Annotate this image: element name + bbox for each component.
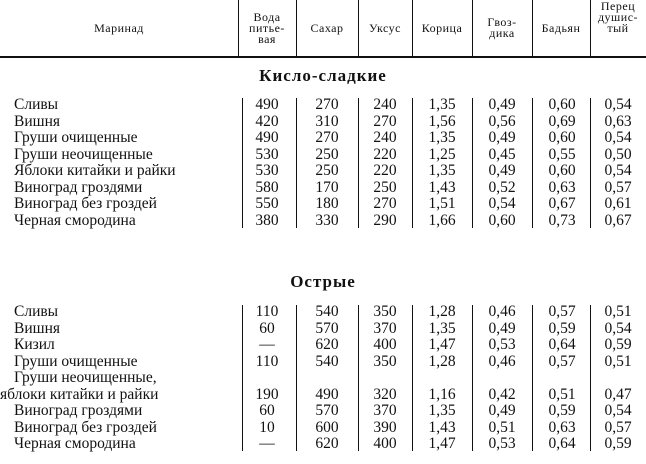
cell-anise: 0,67: [548, 195, 576, 212]
cell-cloves: 0,49: [488, 129, 516, 146]
table-row: [0, 386, 646, 404]
row-name: Виноград гроздями: [14, 178, 143, 196]
table-row: [0, 320, 646, 338]
cell-water: 530: [255, 162, 279, 179]
table-row: [0, 369, 646, 387]
row-name: Вишня: [14, 112, 60, 130]
cell-pepper: 0,51: [604, 303, 632, 320]
cell-sugar: 600: [315, 418, 339, 436]
cell-cinnamon: 1,35: [428, 402, 456, 419]
cell-anise: 0,60: [548, 96, 576, 113]
cell-anise: 0,63: [548, 178, 576, 196]
cell-cinnamon: 1,51: [428, 195, 456, 212]
cell-pepper: 0,57: [604, 178, 632, 196]
cell-vinegar: 270: [373, 195, 397, 212]
section-title-spicy: Острые: [290, 272, 356, 291]
cell-cloves: 0,49: [488, 319, 516, 337]
cell-sugar: 570: [315, 319, 339, 337]
table-row: [0, 402, 646, 420]
cell-cloves: 0,52: [488, 178, 516, 196]
cell-cloves: 0,49: [488, 96, 516, 113]
header-vinegar: Уксус: [369, 20, 401, 35]
cell-anise: [534, 369, 590, 387]
cell-pepper: 0,59: [604, 435, 632, 452]
cell-pepper: 0,63: [604, 112, 632, 130]
row-name: Сливы: [14, 96, 59, 113]
column-divider: [242, 98, 243, 228]
cell-vinegar: 250: [373, 178, 397, 196]
table-row: [0, 129, 646, 147]
cell-anise: 0,73: [548, 211, 576, 229]
row-name: Груши очищенные: [14, 352, 138, 370]
cell-anise: 0,59: [548, 319, 576, 337]
cell-pepper: 0,61: [604, 195, 632, 212]
cell-pepper: 0,54: [604, 129, 632, 146]
cell-cinnamon: 1,35: [428, 129, 456, 146]
cell-anise: 0,63: [548, 418, 576, 436]
row-name: яблоки китайки и райки: [0, 385, 159, 403]
cell-cinnamon: 1,43: [428, 418, 456, 436]
column-divider: [532, 305, 533, 451]
cell-water: 530: [255, 145, 279, 163]
cell-pepper: 0,57: [604, 418, 632, 436]
column-divider: [472, 98, 473, 228]
table-row: [0, 353, 646, 371]
cell-pepper: 0,54: [604, 319, 632, 337]
cell-anise: 0,59: [548, 402, 576, 419]
cell-vinegar: 400: [373, 435, 397, 452]
cell-vinegar: 270: [373, 112, 397, 130]
cell-cloves: 0,46: [488, 352, 516, 370]
cell-water: 420: [255, 112, 279, 130]
header-cloves: Гвоз- дика: [487, 15, 517, 40]
cell-sugar: 270: [315, 96, 339, 113]
cell-water: 190: [255, 385, 279, 403]
cell-pepper: 0,47: [604, 385, 632, 403]
table-row: [0, 96, 646, 114]
cell-vinegar: 400: [373, 336, 397, 353]
table-row: [0, 212, 646, 230]
row-name: Груши очищенные: [14, 129, 138, 146]
cell-cinnamon: 1,66: [428, 211, 456, 229]
cell-cinnamon: 1,47: [428, 336, 456, 353]
cell-cinnamon: 1,25: [428, 145, 456, 163]
cell-sugar: 330: [315, 211, 339, 229]
column-divider: [472, 305, 473, 451]
cell-cloves: 0,49: [488, 402, 516, 419]
cell-sugar: 490: [315, 385, 339, 403]
cell-sugar: 250: [315, 162, 339, 179]
row-name: Виноград без гроздей: [14, 418, 157, 436]
cell-water: 110: [255, 352, 279, 370]
cell-sugar: 540: [315, 303, 339, 320]
cell-vinegar: 320: [373, 385, 397, 403]
cell-water: 10: [259, 418, 275, 436]
cell-anise: 0,64: [548, 336, 576, 353]
cell-sugar: 250: [315, 145, 339, 163]
cell-cloves: 0,60: [488, 211, 516, 229]
row-name: Черная смородина: [14, 435, 136, 452]
cell-anise: 0,60: [548, 129, 576, 146]
cell-cloves: 0,53: [488, 435, 516, 452]
row-name: Виноград гроздями: [14, 402, 143, 419]
cell-cloves: 0,49: [488, 162, 516, 179]
cell-vinegar: [362, 369, 408, 387]
cell-cinnamon: 1,35: [428, 162, 456, 179]
header-water: Вода питье- вая: [249, 9, 285, 46]
cell-sugar: 620: [315, 336, 339, 353]
cell-cloves: 0,53: [488, 336, 516, 353]
cell-sugar: 310: [315, 112, 339, 130]
column-divider: [590, 305, 591, 451]
row-name: Яблоки китайки и райки: [14, 162, 176, 179]
cell-water: 60: [259, 402, 275, 419]
cell-pepper: 0,54: [604, 96, 632, 113]
row-name: Вишня: [14, 319, 60, 337]
cell-sugar: 570: [315, 402, 339, 419]
cell-vinegar: 350: [373, 303, 397, 320]
cell-cinnamon: 1,47: [428, 435, 456, 452]
cell-pepper: 0,54: [604, 402, 632, 419]
table-row: [0, 336, 646, 354]
cell-water: 550: [255, 195, 279, 212]
row-name: Груши неочищенные,: [14, 369, 157, 386]
cell-pepper: 0,59: [604, 336, 632, 353]
column-divider: [590, 98, 591, 228]
column-divider: [358, 305, 359, 451]
header-allspice: Перец душис- тый: [597, 0, 639, 35]
column-divider: [242, 305, 243, 451]
table-row: [0, 419, 646, 437]
cell-pepper: 0,51: [604, 352, 632, 370]
row-name: Груши неочищенные: [14, 145, 153, 163]
row-name: Виноград без гроздей: [14, 195, 157, 212]
column-divider: [412, 98, 413, 228]
cell-water: 490: [255, 129, 279, 146]
cell-vinegar: 240: [373, 96, 397, 113]
cell-anise: 0,55: [548, 145, 576, 163]
cell-cloves: 0,46: [488, 303, 516, 320]
header-cinnamon: Корица: [421, 20, 463, 35]
header-marinade: Маринад: [94, 20, 144, 35]
table-row: [0, 146, 646, 164]
table-row: [0, 179, 646, 197]
column-divider: [296, 98, 297, 228]
table-row: [0, 303, 646, 321]
cell-cinnamon: 1,43: [428, 178, 456, 196]
table-row: [0, 162, 646, 180]
cell-water: —: [259, 435, 275, 452]
cell-anise: 0,57: [548, 352, 576, 370]
cell-cloves: 0,45: [488, 145, 516, 163]
cell-cinnamon: 1,28: [428, 303, 456, 320]
cell-cloves: 0,51: [488, 418, 516, 436]
cell-cinnamon: 1,35: [428, 96, 456, 113]
column-divider: [296, 305, 297, 451]
cell-vinegar: 290: [373, 211, 397, 229]
cell-vinegar: 240: [373, 129, 397, 146]
cell-vinegar: 220: [373, 162, 397, 179]
cell-sugar: 170: [315, 178, 339, 196]
table-row: [0, 195, 646, 213]
cell-anise: 0,51: [548, 385, 576, 403]
row-name: Черная смородина: [14, 211, 136, 229]
cell-water: [244, 369, 290, 387]
header-sugar: Сахар: [310, 20, 344, 35]
cell-water: 60: [259, 319, 275, 337]
cell-cinnamon: [414, 369, 470, 387]
column-divider: [358, 98, 359, 228]
cell-cinnamon: 1,56: [428, 112, 456, 130]
cell-sugar: [300, 369, 354, 387]
cell-vinegar: 350: [373, 352, 397, 370]
cell-anise: 0,60: [548, 162, 576, 179]
row-name: Кизил: [14, 336, 55, 353]
cell-cloves: 0,54: [488, 195, 516, 212]
column-divider: [412, 305, 413, 451]
cell-anise: 0,64: [548, 435, 576, 452]
column-divider: [532, 98, 533, 228]
cell-water: 580: [255, 178, 279, 196]
cell-cloves: 0,56: [488, 112, 516, 130]
cell-cloves: [474, 369, 530, 387]
table-row: [0, 435, 646, 453]
cell-pepper: 0,54: [604, 162, 632, 179]
cell-sugar: 180: [315, 195, 339, 212]
cell-water: —: [259, 336, 275, 353]
cell-sugar: 270: [315, 129, 339, 146]
cell-water: 490: [255, 96, 279, 113]
cell-cinnamon: 1,16: [428, 385, 456, 403]
cell-pepper: 0,50: [604, 145, 632, 163]
cell-sugar: 540: [315, 352, 339, 370]
header-rule: [0, 56, 646, 58]
cell-vinegar: 370: [373, 319, 397, 337]
cell-pepper: [592, 369, 644, 387]
cell-anise: 0,57: [548, 303, 576, 320]
header-star-anise: Бадьян: [541, 20, 581, 35]
cell-sugar: 620: [315, 435, 339, 452]
cell-cloves: 0,42: [488, 385, 516, 403]
cell-vinegar: 390: [373, 418, 397, 436]
cell-water: 110: [255, 303, 279, 320]
table-row: [0, 113, 646, 131]
cell-cinnamon: 1,35: [428, 319, 456, 337]
cell-water: 380: [255, 211, 279, 229]
cell-anise: 0,69: [548, 112, 576, 130]
cell-vinegar: 220: [373, 145, 397, 163]
section-title-sweet-sour: Кисло-сладкие: [259, 66, 387, 85]
row-name: Сливы: [14, 303, 59, 320]
cell-vinegar: 370: [373, 402, 397, 419]
cell-cinnamon: 1,28: [428, 352, 456, 370]
cell-pepper: 0,67: [604, 211, 632, 229]
